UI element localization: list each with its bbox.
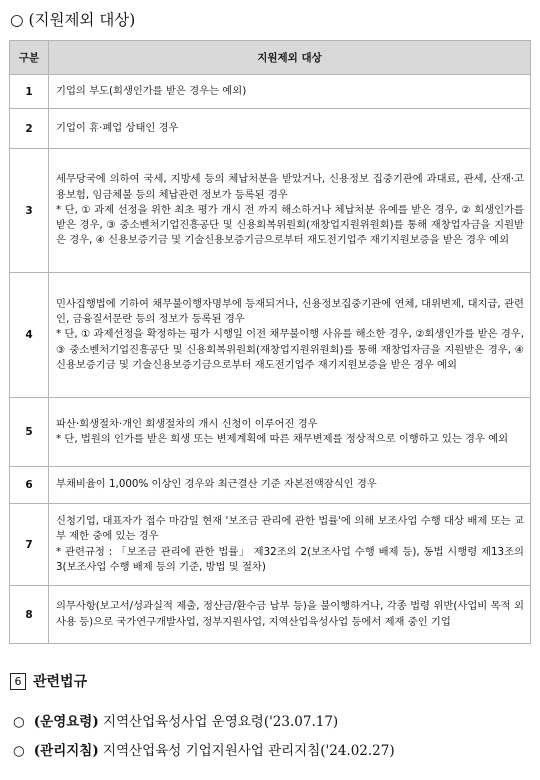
- row-line: 파산·회생절차·개인 회생절차의 개시 신청이 이루어진 경우: [56, 417, 318, 430]
- row-line: 의무사항(보고서/성과실적 제출, 정산금/환수금 납부 등)을 불이행하거나, 각종 법령 위반(사업비 목적 외 사용 등)으로 국가연구개발사업, 정부지원사업, 지역산업육성사업 등에서 제재 중인 기업: [56, 600, 524, 628]
- row-line: 기업의 부도(회생인가를 받은 경우는 예외): [56, 84, 247, 97]
- row-line: * 단, ① 과제선정을 확정하는 평가 시행일 이전 채무불이행 사유를 해소한 경우, ②회생인가를 받은 경우, ③ 중소벤처기업진흥공단 및 신용회복위원회(재창업지원위원회)를 통해 재창업자금을 지원받은 경우, ④ 신용보증기금 및 기술신용보증기금으로부터 재도전기업주 재기지원보증을 받은 경우 예외: [56, 328, 524, 371]
- law-item-operation: [13, 710, 338, 730]
- law-item-management: [13, 739, 395, 759]
- table-row: [10, 467, 531, 504]
- row-line: * 관련규정 : 「보조금 관리에 관한 법률」 제32조의 2(보조사업 수행 배제 등), 동법 시행령 제13조의3(보조사업 수행 배제 등의 기준, 방법 및 절차): [56, 545, 524, 573]
- row-line: 세무당국에 의하여 국세, 지방세 등의 체납처분을 받았거나, 신용정보 집중기관에 과대료, 관세, 산재·고용보험, 임금체불 등의 체납관련 정보가 등록된 경우: [56, 173, 524, 201]
- row-number: 4: [10, 273, 49, 398]
- table-row: [10, 504, 531, 586]
- row-content: [49, 467, 531, 504]
- header-no: 구분: [10, 41, 49, 75]
- law-text: 지역산업육성사업 운영요령('23.07.17): [103, 714, 339, 730]
- row-number: 6: [10, 467, 49, 504]
- law-text: 지역산업육성 기업지원사업 관리지침('24.02.27): [103, 743, 395, 759]
- row-content: [49, 273, 531, 398]
- table-row: [10, 75, 531, 109]
- row-content: [49, 75, 531, 109]
- row-number: 3: [10, 149, 49, 273]
- row-line: 기업이 휴·폐업 상태인 경우: [56, 121, 179, 134]
- row-number: 7: [10, 504, 49, 586]
- row-line: * 단, ① 과제 선정을 위한 최초 평가 개시 전 까지 해소하거나 체납처분 유예를 받은 경우, ② 회생인가를 받은 경우, ③ 중소벤처기업진흥공단 및 신용회복위원회(재창업지원위원회)를 통해 재창업자금을 지원받은 경우, ④ 신용보증기금 및 기술신용보증기금으로부터 재도전기업주 재기지원보증을 받은 경우 예외: [56, 203, 524, 247]
- row-line: 신청기업, 대표자가 접수 마감일 현재 '보조금 관리에 관한 법률'에 의해 보조사업 수행 대상 배제 또는 교부 제한 중에 있는 경우: [56, 514, 524, 543]
- row-line: 민사집행법에 기하여 채무불이행자명부에 등재되거나, 신용정보집중기관에 연체, 대위변제, 대지급, 관련인, 금융질서문란 등의 정보가 등록된 경우: [56, 297, 524, 326]
- table-row: [10, 398, 531, 467]
- row-number: 1: [10, 75, 49, 109]
- bullet-icon: ○: [13, 714, 25, 730]
- row-content: [49, 109, 531, 149]
- table-row: [10, 273, 531, 398]
- table-row: [10, 109, 531, 149]
- table-row: [10, 149, 531, 273]
- exclusion-table: [9, 40, 531, 644]
- law-keyword: (관리지침): [33, 743, 99, 759]
- table-header-row: [10, 41, 531, 75]
- row-content: [49, 149, 531, 273]
- related-laws-heading: [10, 671, 87, 691]
- row-content: [49, 586, 531, 644]
- row-content: [49, 398, 531, 467]
- table-row: [10, 586, 531, 644]
- row-line: 부채비율이 1,000% 이상인 경우와 최근결산 기준 자본전액잠식인 경우: [56, 478, 377, 491]
- related-laws-title: 관련법규: [33, 674, 88, 690]
- row-number: 2: [10, 109, 49, 149]
- row-line: * 단, 법원의 인가를 받은 회생 또는 변제계획에 따른 채무변제를 정상적으로 이행하고 있는 경우 예외: [56, 433, 509, 445]
- row-number: 8: [10, 586, 49, 644]
- row-content: [49, 504, 531, 586]
- section-number-box: 6: [10, 673, 26, 690]
- law-keyword: (운영요령): [33, 714, 99, 730]
- bullet-icon: ○: [13, 743, 25, 759]
- row-number: 5: [10, 398, 49, 467]
- header-target: 지원제외 대상: [49, 41, 531, 75]
- section-title: ○ (지원제외 대상): [10, 11, 136, 29]
